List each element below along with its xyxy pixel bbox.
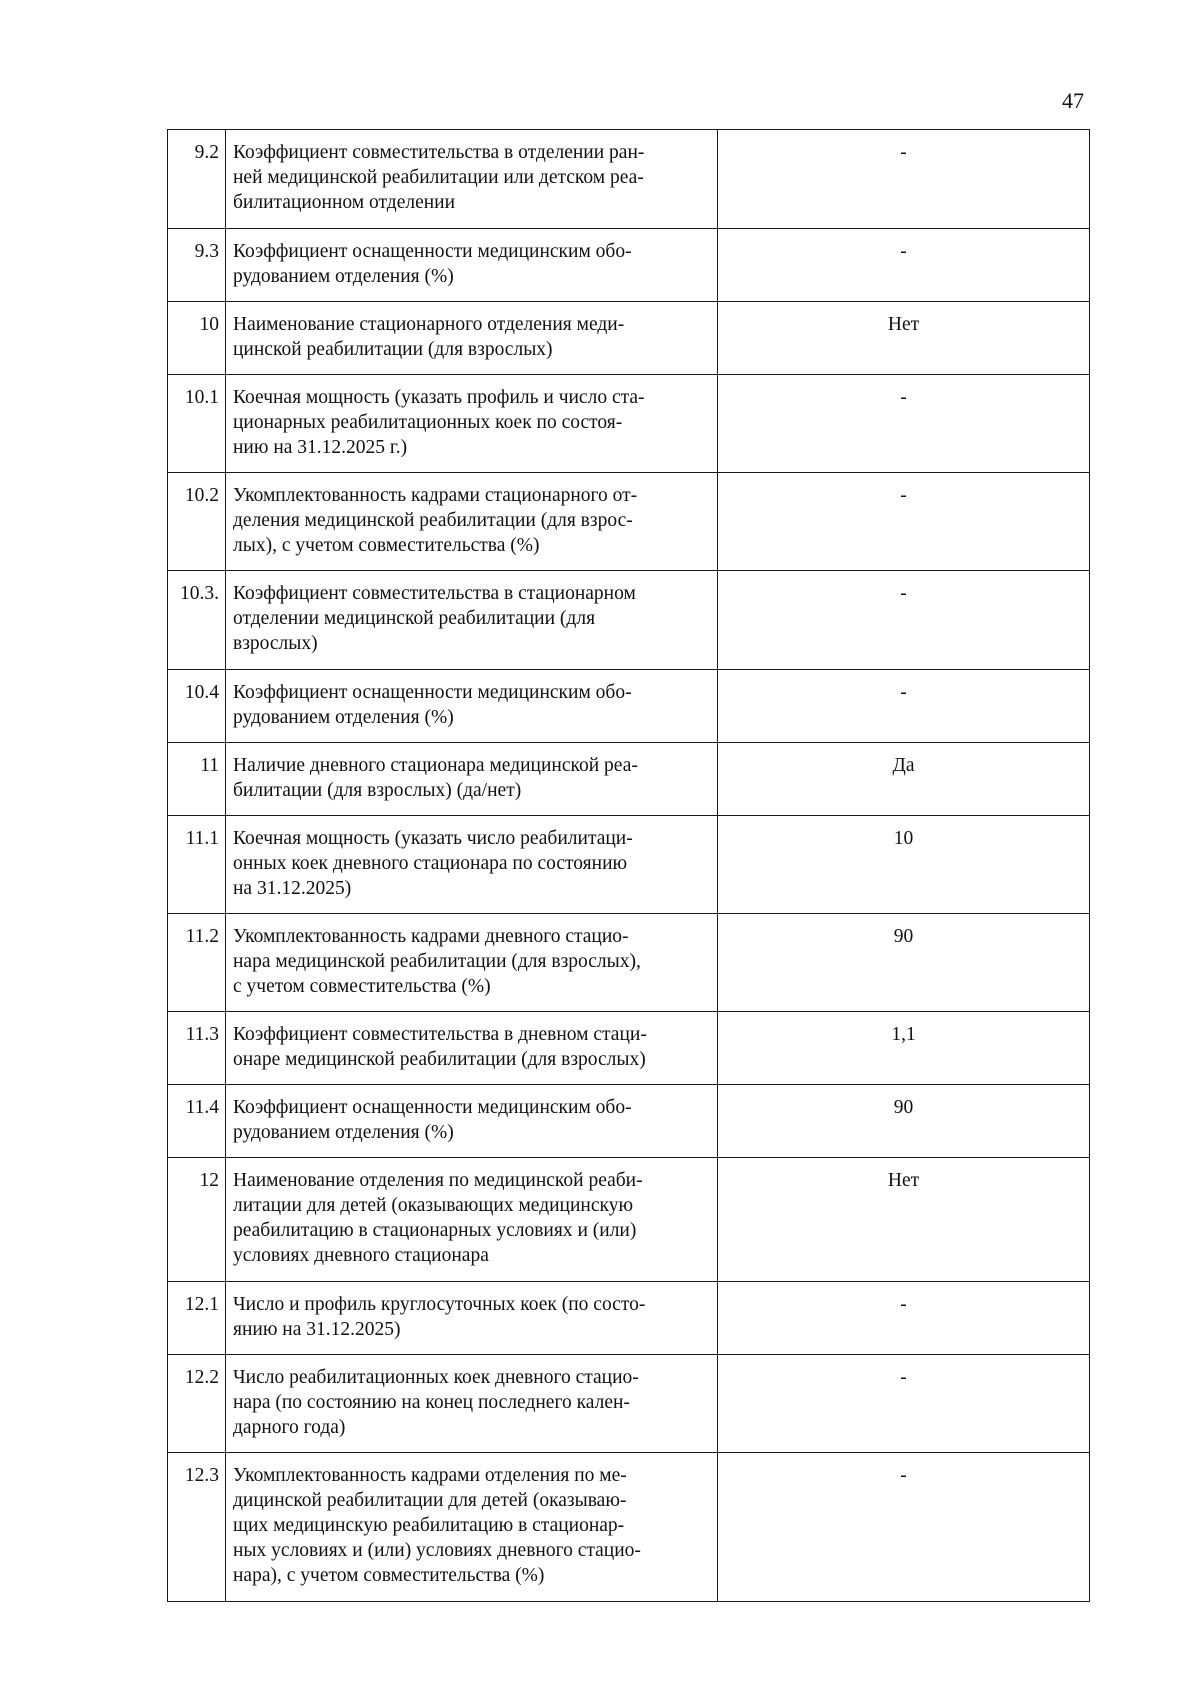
table-row [168,302,1090,375]
row-description [226,1012,718,1085]
description-line: нию на 31.12.2025 г.) [233,437,408,458]
table-row [168,1085,1090,1158]
table-row [168,571,1090,670]
page-number: 47 [1062,88,1084,113]
description-line: нара), с учетом совместительства (%) [233,1565,545,1586]
row-number: 11 [168,743,226,816]
description-line: рудованием отделения (%) [233,266,454,287]
row-number: 12.2 [168,1355,226,1453]
row-value: - [718,1453,1090,1602]
description-line: Коечная мощность (указать число реабилитаци- [233,828,633,849]
row-description [226,130,718,229]
description-line: билитационном отделении [233,192,456,213]
description-line: онаре медицинской реабилитации (для взрослых) [233,1049,646,1070]
description-line: рудованием отделения (%) [233,1122,454,1143]
row-value: - [718,229,1090,302]
description-line: с учетом совместительства (%) [233,976,491,997]
indicators-table [167,129,1090,1602]
description-line: цинской реабилитации (для взрослых) [233,339,553,360]
description-line: реабилитацию в стационарных условиях и (или) [233,1220,637,1241]
description-line: Коэффициент совместительства в дневном стаци- [233,1024,647,1045]
description-line: Коэффициент оснащенности медицинским обо- [233,682,632,703]
description-line: ней медицинской реабилитации или детском реа- [233,167,644,188]
table-row [168,743,1090,816]
row-value: - [718,473,1090,571]
description-line: рудованием отделения (%) [233,707,454,728]
row-value: Да [718,743,1090,816]
description-line: Укомплектованность кадрами отделения по ме- [233,1465,627,1486]
row-description [226,914,718,1012]
row-number: 10.1 [168,375,226,473]
description-line: дицинской реабилитации для детей (оказываю- [233,1490,627,1511]
row-number: 11.2 [168,914,226,1012]
row-value: Нет [718,302,1090,375]
table-row [168,1453,1090,1602]
table-row [168,1012,1090,1085]
row-description [226,670,718,743]
description-line: Коэффициент оснащенности медицинским обо- [233,1097,632,1118]
row-description [226,1453,718,1602]
row-description [226,1282,718,1355]
row-description [226,1085,718,1158]
row-value: - [718,670,1090,743]
row-number: 11.4 [168,1085,226,1158]
row-description [226,473,718,571]
row-number: 12.1 [168,1282,226,1355]
description-line: дарного года) [233,1417,346,1438]
description-line: онных коек дневного стационара по состоянию [233,853,628,874]
row-number: 9.3 [168,229,226,302]
row-number: 10.3. [168,571,226,670]
table-row [168,1282,1090,1355]
row-value: - [718,571,1090,670]
row-number: 10 [168,302,226,375]
row-value: 90 [718,914,1090,1012]
description-line: Число и профиль круглосуточных коек (по состо- [233,1294,646,1315]
table-row [168,816,1090,914]
row-description [226,302,718,375]
table-row [168,1158,1090,1282]
table-body [168,130,1090,1602]
row-number: 11.3 [168,1012,226,1085]
table-row [168,473,1090,571]
row-description [226,816,718,914]
table-row [168,670,1090,743]
description-line: Укомплектованность кадрами дневного стацио- [233,926,629,947]
row-number: 10.2 [168,473,226,571]
row-description [226,375,718,473]
description-line: Коэффициент совместительства в отделении ран- [233,142,645,163]
description-line: условиях дневного стационара [233,1245,489,1266]
row-value: 90 [718,1085,1090,1158]
row-value: - [718,1355,1090,1453]
description-line: билитации (для взрослых) (да/нет) [233,780,522,801]
row-number: 9.2 [168,130,226,229]
description-line: Укомплектованность кадрами стационарного от- [233,485,638,506]
description-line: нара (по состоянию на конец последнего кален- [233,1392,630,1413]
row-number: 11.1 [168,816,226,914]
description-line: Коечная мощность (указать профиль и число ста- [233,387,645,408]
row-value: 1,1 [718,1012,1090,1085]
description-line: деления медицинской реабилитации (для взрос- [233,510,633,531]
description-line: ционарных реабилитационных коек по состоя- [233,412,623,433]
row-description [226,1355,718,1453]
row-value: - [718,1282,1090,1355]
row-description [226,1158,718,1282]
description-line: нара медицинской реабилитации (для взрослых), [233,951,641,972]
description-line: Наименование отделения по медицинской реаби- [233,1170,643,1191]
row-value: Нет [718,1158,1090,1282]
row-number: 10.4 [168,670,226,743]
row-description [226,743,718,816]
description-line: Коэффициент оснащенности медицинским обо- [233,241,632,262]
row-number: 12 [168,1158,226,1282]
description-line: Наименование стационарного отделения меди- [233,314,625,335]
row-value: - [718,130,1090,229]
row-number: 12.3 [168,1453,226,1602]
row-description [226,571,718,670]
description-line: на 31.12.2025) [233,878,352,899]
row-value: 10 [718,816,1090,914]
table-row [168,130,1090,229]
description-line: янию на 31.12.2025) [233,1319,401,1340]
description-line: взрослых) [233,633,318,654]
row-description [226,229,718,302]
description-line: ных условиях и (или) условиях дневного стацио- [233,1540,641,1561]
row-value: - [718,375,1090,473]
table-row [168,375,1090,473]
description-line: лых), с учетом совместительства (%) [233,535,540,556]
table-row [168,1355,1090,1453]
description-line: Число реабилитационных коек дневного стацио- [233,1367,639,1388]
description-line: отделении медицинской реабилитации (для [233,608,596,629]
table-row [168,229,1090,302]
table-row [168,914,1090,1012]
description-line: щих медицинскую реабилитацию в стационар- [233,1515,625,1536]
description-line: Наличие дневного стационара медицинской реа- [233,755,638,776]
description-line: литации для детей (оказывающих медицинскую [233,1195,634,1216]
description-line: Коэффициент совместительства в стационарном [233,583,636,604]
